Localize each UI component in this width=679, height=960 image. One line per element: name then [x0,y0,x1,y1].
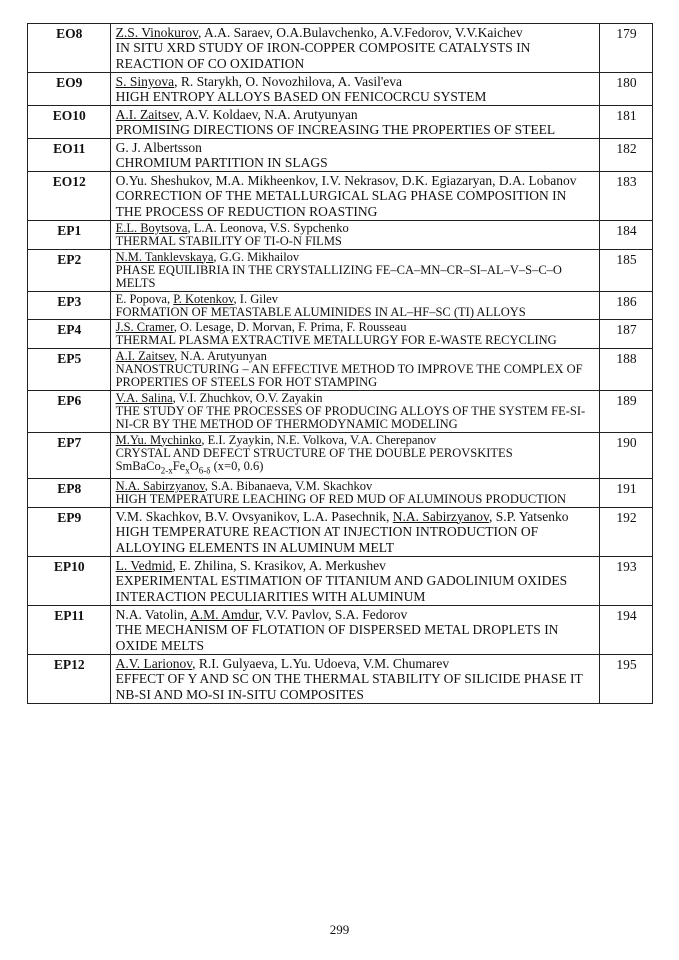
entry-body [110,390,599,432]
entry-title-text: HIGH ENTROPY ALLOYS BASED ON FENICOCRCU SYSTEM [115,89,487,104]
presenting-author: E.L. Boytsova [115,221,188,235]
contents-row [28,320,653,349]
contents-rows [28,24,653,704]
entry-title [116,363,595,390]
author-list: , I. Gilev [233,291,278,306]
entry-body [110,320,599,349]
entry-page: 192 [599,507,652,556]
contents-row [28,479,653,508]
presenting-author: Z.S. Vinokurov [115,25,199,40]
presenting-author: A.I. Zaitsev [115,348,175,363]
presenting-author: M.Yu. Mychinko [115,432,202,447]
author-list: O.Yu. Sheshukov, M.A. Mikheenkov, I.V. Nekrasov, D.K. Egiazaryan, D.A. Lobanov [115,173,577,188]
entry-body [110,654,599,703]
entry-page: 179 [599,24,652,73]
author-list: , E. Zhilina, S. Krasikov, A. Merkushev [172,557,386,573]
presenting-author: A.I. Zaitsev [115,107,179,122]
entry-authors [116,607,595,622]
contents-row [28,106,653,139]
entry-title [116,40,595,72]
entry-page: 186 [599,291,652,320]
entry-title [116,155,595,171]
entry-title-text: THERMAL PLASMA EXTRACTIVE METALLURGY FOR E-WASTE RECYCLING [115,333,557,347]
entry-page: 191 [599,479,652,508]
entry-body [110,348,599,390]
author-list: , N.A. Arutyunyan [174,348,267,363]
contents-row [28,507,653,556]
presenting-author: S. Sinyova [115,74,175,89]
entry-title [116,334,595,348]
author-list: , S.A. Bibanaeva, V.M. Skachkov [204,479,373,493]
author-list: , S.P. Yatsenko [488,508,569,524]
contents-table [27,23,653,704]
contents-row [28,605,653,654]
presenting-author: J.S. Cramer [115,320,174,334]
formula-part: O [189,459,199,473]
author-list: , A.A. Saraev, O.A.Bulavchenko, A.V.Fedorov, V.V.Kaichev [198,25,523,40]
entry-code: EP1 [28,221,111,250]
entry-authors [116,558,595,573]
presenting-author: A.M. Amdur [189,606,259,622]
formula-part: (x=0, 0.6) [210,459,264,473]
formula-part: SmBaCo [115,459,161,473]
entry-title [116,622,595,654]
page-number: 299 [329,922,350,937]
entry-title-text: IN SITU XRD STUDY OF IRON-COPPER COMPOSITE CATALYSTS IN REACTION OF CO OXIDATION [115,40,531,71]
entry-authors [116,140,595,155]
entry-page: 183 [599,172,652,221]
entry-code: EO8 [28,24,111,73]
entry-body [110,556,599,605]
entry-code: EO12 [28,172,111,221]
author-list: N.A. Vatolin, [115,606,190,622]
author-list: , O. Lesage, D. Morvan, F. Prima, F. Rousseau [173,320,407,334]
entry-body [110,507,599,556]
entry-title-text: HIGH TEMPERATURE REACTION AT INJECTION INTRODUCTION OF ALLOYING ELEMENTS IN ALUMINUM MELT [115,523,539,555]
entry-title-text: CORRECTION OF THE METALLURGICAL SLAG PHASE COMPOSITION IN THE PROCESS OF REDUCTION ROASTING [115,188,567,219]
entry-title-text: PHASE EQUILIBRIA IN THE CRYSTALLIZING FE–CA–MN–CR–SI–AL–V–S–C–O MELTS [115,262,562,290]
entry-body [110,24,599,73]
entry-body [110,605,599,654]
entry-code: EP6 [28,390,111,432]
entry-body [110,106,599,139]
entry-page: 189 [599,390,652,432]
contents-row [28,24,653,73]
entry-page: 182 [599,139,652,172]
formula-subscript: x [185,465,190,476]
entry-code: EP8 [28,479,111,508]
chemical-formula [116,460,595,478]
entry-title-text: THE MECHANISM OF FLOTATION OF DISPERSED METAL DROPLETS IN OXIDE MELTS [115,621,559,653]
entry-page: 193 [599,556,652,605]
entry-title [116,188,595,220]
author-list: , G.G. Mikhailov [213,249,300,264]
entry-code: EP3 [28,291,111,320]
presenting-author: N.A. Sabirzyanov [115,479,205,493]
contents-row [28,172,653,221]
entry-code: EP9 [28,507,111,556]
formula-subscript: 2-x [160,465,173,476]
contents-row [28,654,653,703]
author-list: , R. Starykh, O. Novozhilova, A. Vasil'eva [174,74,403,89]
entry-title-text: EXPERIMENTAL ESTIMATION OF TITANIUM AND GADOLINIUM OXIDES INTERACTION PECULIARITIES WITH ALUMINUM [115,572,568,604]
entry-code: EP5 [28,348,111,390]
entry-authors [116,509,595,524]
author-list: , V.I. Zhuchkov, O.V. Zayakin [172,390,323,405]
author-list: V.M. Skachkov, B.V. Ovsyanikov, L.A. Pasechnik, [115,508,393,524]
contents-row [28,291,653,320]
entry-title [116,493,595,507]
contents-row [28,249,653,291]
entry-code: EO10 [28,106,111,139]
entry-authors [116,25,595,40]
entry-authors [116,173,595,188]
entry-code: EP4 [28,320,111,349]
entry-code: EO9 [28,73,111,106]
presenting-author: A.V. Larionov [115,655,193,671]
entry-body [110,291,599,320]
entry-page: 181 [599,106,652,139]
entry-code: EP7 [28,432,111,479]
entry-authors [116,656,595,671]
entry-code: EP2 [28,249,111,291]
entry-title [116,524,595,556]
entry-code: EP12 [28,654,111,703]
entry-title [116,89,595,105]
entry-title-text: THERMAL STABILITY OF TI-O-N FILMS [115,234,342,248]
entry-page: 195 [599,654,652,703]
entry-body [110,432,599,479]
entry-body [110,139,599,172]
author-list: , R.I. Gulyaeva, L.Yu. Udoeva, V.M. Chumarev [192,655,450,671]
presenting-author: V.A. Salina [115,390,173,405]
entry-page: 194 [599,605,652,654]
entry-page: 187 [599,320,652,349]
entry-title [116,671,595,703]
entry-authors [116,107,595,122]
entry-title [116,573,595,605]
entry-page: 190 [599,432,652,479]
entry-title [116,235,595,249]
entry-code: EO11 [28,139,111,172]
entry-title [116,122,595,138]
entry-page: 180 [599,73,652,106]
entry-title-text: FORMATION OF METASTABLE ALUMINIDES IN AL–HF–SC (TI) ALLOYS [115,304,526,319]
contents-row [28,556,653,605]
entry-title-text: THE STUDY OF THE PROCESSES OF PRODUCING ALLOYS OF THE SYSTEM FE-SI-NI-CR BY THE METHOD OF THERMODYNAMIC MODELING [115,403,586,431]
entry-body [110,479,599,508]
entry-page: 188 [599,348,652,390]
presenting-author: N.M. Tanklevskaya [115,249,214,264]
formula-subscript: 6-δ [198,465,211,476]
entry-body [110,172,599,221]
entry-title-text: HIGH TEMPERATURE LEACHING OF RED MUD OF ALUMINOUS PRODUCTION [115,492,567,506]
author-list: G. J. Albertsson [115,140,202,155]
entry-title [116,447,595,479]
presenting-author: L. Vedmid [115,557,173,573]
contents-row [28,73,653,106]
entry-title-text: EFFECT OF Y AND SC ON THE THERMAL STABILITY OF SILICIDE PHASE IT NB-SI AND MO-SI IN-SITU COMPOSITES [115,670,583,702]
entry-body [110,249,599,291]
author-list: , E.I. Zyaykin, N.E. Volkova, V.A. Cherepanov [201,432,437,447]
entry-code: EP11 [28,605,111,654]
contents-row [28,432,653,479]
formula-part: Fe [172,459,186,473]
author-list: , A.V. Koldaev, N.A. Arutyunyan [178,107,358,122]
entry-title-text: NANOSTRUCTURING – AN EFFECTIVE METHOD TO IMPROVE THE COMPLEX OF PROPERTIES OF STEELS FOR HOT STAMPING [115,361,583,389]
entry-title-text: CHROMIUM PARTITION IN SLAGS [115,155,328,170]
contents-row [28,348,653,390]
presenting-author: N.A. Sabirzyanov [392,508,489,524]
entry-body [110,73,599,106]
entry-title [116,405,595,432]
author-list: , V.V. Pavlov, S.A. Fedorov [258,606,408,622]
contents-row [28,390,653,432]
author-list: E. Popova, [115,291,174,306]
contents-row [28,139,653,172]
author-list: , L.A. Leonova, V.S. Sypchenko [187,221,349,235]
entry-page: 185 [599,249,652,291]
entry-title-text: PROMISING DIRECTIONS OF INCREASING THE PROPERTIES OF STEEL [115,122,556,137]
entry-page: 184 [599,221,652,250]
entry-title [116,306,595,320]
entry-authors [116,74,595,89]
entry-body [110,221,599,250]
entry-code: EP10 [28,556,111,605]
entry-title [116,264,595,291]
entry-title-text: CRYSTAL AND DEFECT STRUCTURE OF THE DOUBLE PEROVSKITES [115,445,513,460]
presenting-author: P. Kotenkov [173,291,234,306]
contents-row [28,221,653,250]
